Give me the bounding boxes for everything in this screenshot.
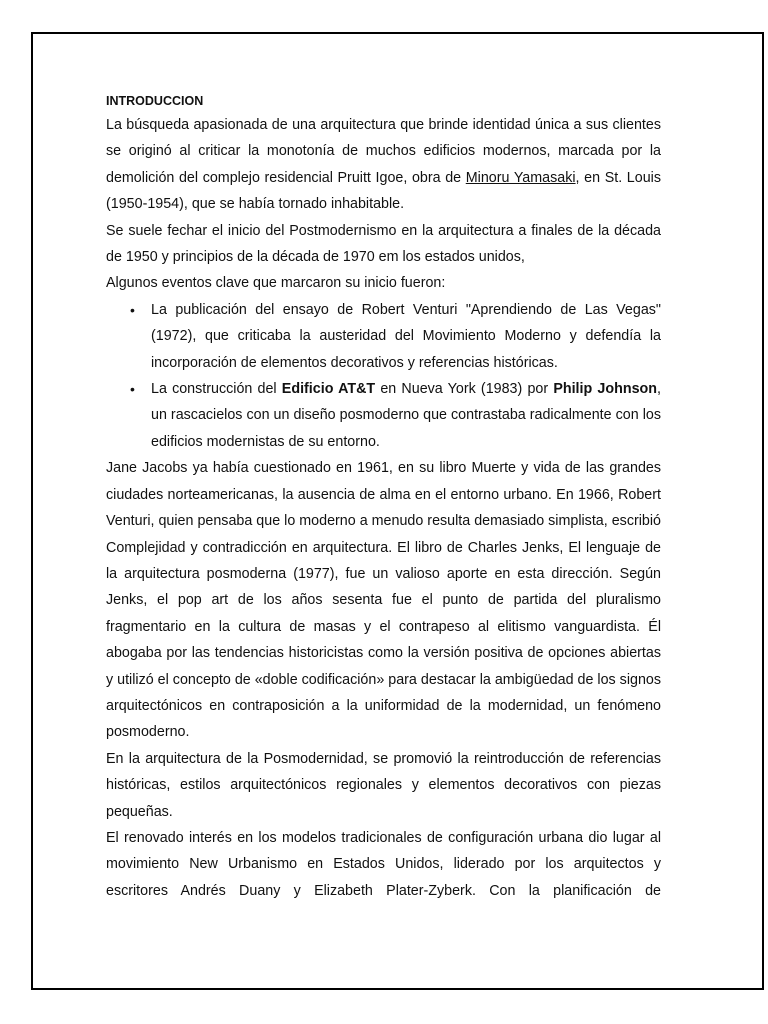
paragraph-key-events: Algunos eventos clave que marcaron su inicio fueron:: [106, 275, 446, 292]
list-item-text-end: , un rascacielos con un diseño posmoderno que contrastaba radicalmente con los edificios modernistas de su entorno.: [151, 381, 661, 450]
list-item: [130, 297, 661, 376]
paragraph-new-urbanismo: El renovado interés en los modelos tradicionales de configuración urbana dio lugar al movimiento New Urbanismo en Estados Unidos, liderado por los arquitectos y escritores Andrés Duany y Elizabeth Plater-Zyberk. Con la planificación de: [106, 829, 661, 899]
list-item-text: La publicación del ensayo de Robert Venturi "Aprendiendo de Las Vegas" (1972), que criticaba la austeridad del Movimiento Moderno y defendía la incorporación de elementos decorativos y referencias históricas.: [151, 301, 661, 371]
paragraph-jane-jacobs: Jane Jacobs ya había cuestionado en 1961, en su libro Muerte y vida de las grandes ciudades norteamericanas, la ausencia de alma en el entorno urbano. En 1966, Robert Venturi, quien pensaba que lo moderno a menudo resulta demasiado simplista, escribió Complejidad y contradicción en arquitectura. El libro de Charles Jenks, El lenguaje de la arquitectura posmoderna (1977), fue un valioso aporte en esta dirección. Según Jenks, el pop art de los años sesenta fue el punto de partida del pluralismo fragmentario en la cultura de masas y el contrapeso al elitismo vanguardista. Él abogaba por las tendencias historicistas como la versión positiva de opciones abiertas y utilizó el concepto de «doble codificación» para destacar la ambigüedad de los signos arquitectónicos en contraposición a la uniformidad de la modernidad, un fenómeno posmoderno.: [106, 460, 661, 741]
philip-johnson-bold: Philip Johnson: [553, 381, 657, 398]
paragraph-intro-text-end: , en St. Louis (1950-1954), que se había tornado inhabitable.: [106, 169, 661, 213]
paragraph-intro: [106, 112, 661, 218]
edificio-att-bold: Edificio AT&T: [281, 381, 376, 398]
list-item-text-middle: en Nueva York (1983) por: [375, 381, 554, 398]
list-item: [130, 376, 661, 455]
section-heading: INTRODUCCION: [106, 94, 204, 108]
paragraph-posmodernidad: En la arquitectura de la Posmodernidad, se promovió la reintroducción de referencias históricas, estilos arquitectónicos regionales y elementos decorativos con piezas pequeñas.: [106, 750, 661, 820]
paragraph-postmodernism-date: Se suele fechar el inicio del Postmodernismo en la arquitectura a finales de la década de 1950 y principios de la década de 1970 em los estados unidos,: [106, 222, 661, 266]
bullet-icon: •: [130, 301, 135, 318]
document-body: [106, 90, 661, 904]
paragraph-intro-text-start: La búsqueda apasionada de una arquitectura que brinde identidad única a sus clientes se originó al criticar la monotonía de muchos edificios modernos, marcada por la demolición del complejo residencial Pruitt Igoe, obra de: [106, 117, 661, 186]
key-events-list: [106, 297, 661, 455]
minoru-yamasaki-link[interactable]: Minoru Yamasaki: [465, 169, 576, 186]
bullet-icon: •: [130, 381, 135, 398]
list-item-text-start: La construcción del: [151, 381, 282, 398]
